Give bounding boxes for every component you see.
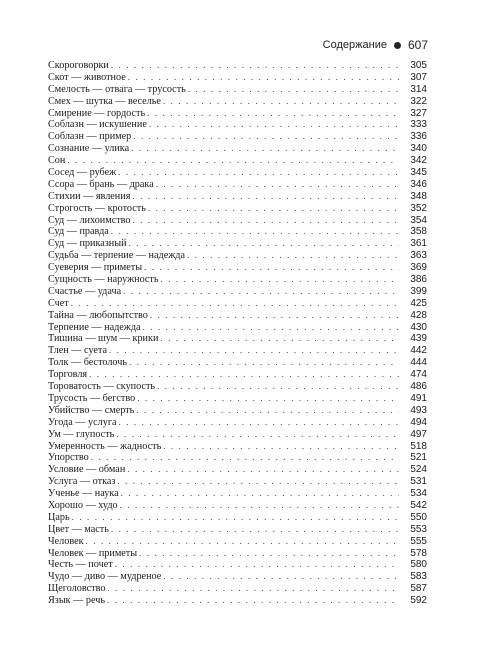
toc-entry-title: Смелость — отвага — трусость [48,83,186,95]
toc-entry-title: Сосед — рубеж [48,167,117,179]
toc-entry-page: 346 [410,178,427,190]
dot-leader [129,357,399,369]
toc-entry[interactable] [48,405,427,417]
toc-entry-page: 531 [410,476,427,488]
toc-entry-page: 358 [410,226,427,238]
toc-entry-title: Сон [48,155,66,167]
toc-entry[interactable] [48,238,427,250]
toc-entry[interactable] [48,441,427,453]
dot-leader [119,417,399,429]
toc-entry-page: 444 [410,357,427,369]
toc-entry[interactable] [48,393,427,405]
toc-entry[interactable] [48,119,427,131]
toc-entry[interactable] [48,72,427,84]
toc-entry-page: 497 [410,428,427,440]
dot-leader [72,512,399,524]
toc-entry[interactable] [48,595,427,607]
dot-leader [150,310,399,322]
toc-entry-title: Трусость — бегство [48,392,136,404]
toc-entry[interactable] [48,250,427,262]
toc-entry[interactable] [48,84,427,96]
toc-entry-page: 494 [410,416,427,428]
toc-entry-page: 305 [410,60,427,71]
toc-entry-title: Смех — шутка — веселье [48,95,161,107]
toc-entry-page: 555 [410,535,427,547]
bullet-dot-icon [394,42,401,49]
dot-leader [148,203,399,215]
toc-entry-title: Скот — животное [48,71,126,83]
dot-leader [107,583,399,595]
page-number: 607 [407,38,428,52]
toc-entry-title: Тишина — шум — крики [48,333,159,345]
dot-leader [163,441,399,453]
dot-leader [143,322,399,334]
toc-entry-title: Угода — услуга [48,416,117,428]
dot-leader [111,60,399,72]
toc-entry[interactable] [48,524,427,536]
toc-entry[interactable] [48,488,427,500]
toc-entry[interactable] [48,322,427,334]
dot-leader [86,536,399,548]
toc-entry-page: 486 [410,381,427,393]
toc-entry[interactable] [48,357,427,369]
toc-entry-title: Ссора — брань — драка [48,178,154,190]
toc-entry-title: Цвет — масть [48,523,109,535]
dot-leader [188,84,399,96]
toc-entry-title: Сущность — наружность [48,274,159,286]
dot-leader [89,369,399,381]
toc-entry[interactable] [48,417,427,429]
toc-entry-title: Условие — обман [48,464,126,476]
toc-entry[interactable] [48,452,427,464]
toc-entry-title: Тороватость — скупость [48,381,156,393]
dot-leader [144,262,399,274]
toc-entry-page: 493 [410,404,427,416]
toc-entry-page: 363 [410,250,427,262]
toc-entry[interactable] [48,143,427,155]
dot-leader [139,548,399,560]
toc-entry-page: 583 [410,571,427,583]
toc-entry-title: Строгость — кротость [48,202,146,214]
dot-leader [127,464,399,476]
toc-entry[interactable] [48,298,427,310]
dot-leader [137,393,399,405]
running-header [323,38,428,52]
toc-entry-page: 491 [410,392,427,404]
toc-entry[interactable] [48,429,427,441]
toc-entry[interactable] [48,345,427,357]
toc-entry-page: 369 [410,262,427,274]
toc-entry-title: Язык — речь [48,595,106,607]
toc-entry[interactable] [48,167,427,179]
toc-entry-title: Ученье — наука [48,488,119,500]
dot-leader [131,143,399,155]
toc-entry-title: Царь [48,511,70,523]
toc-entry-page: 361 [410,238,427,250]
toc-entry[interactable] [48,274,427,286]
dot-leader [111,226,399,238]
toc-entry[interactable] [48,226,427,238]
toc-entry-title: Честь — почет [48,559,113,571]
toc-entry-page: 314 [410,83,427,95]
toc-entry[interactable] [48,60,427,72]
dot-leader [67,155,399,167]
toc-entry-title: Соблазн — пример [48,131,132,143]
toc-entry-page: 587 [410,583,427,595]
toc-entry-page: 542 [410,499,427,511]
dot-leader [120,500,399,512]
toc-entry[interactable] [48,286,427,298]
toc-entry-page: 327 [410,107,427,119]
toc-entry[interactable] [48,262,427,274]
toc-entry-title: Счастье — удача [48,285,122,297]
toc-entry[interactable] [48,512,427,524]
toc-entry-title: Толк — бестолочь [48,357,128,369]
toc-entry[interactable] [48,191,427,203]
toc-entry-page: 524 [410,464,427,476]
toc-entry-page: 578 [410,547,427,559]
toc-entry-title: Суд — приказный [48,238,127,250]
dot-leader [161,274,399,286]
dot-leader [115,559,399,571]
toc-entry-title: Хорошо — худо [48,499,118,511]
dot-leader [121,488,399,500]
dot-leader [132,191,399,203]
dot-leader [109,345,399,357]
toc-entry[interactable] [48,583,427,595]
dot-leader [133,215,400,227]
toc-entry-page: 333 [410,119,427,131]
toc-entry-title: Соблазн — искушение [48,119,147,131]
toc-entry-page: 550 [410,511,427,523]
toc-entry-page: 442 [410,345,427,357]
toc-entry[interactable] [48,464,427,476]
toc-entry-page: 345 [410,167,427,179]
dot-leader [157,381,399,393]
toc-entry-title: Убийство — смерть [48,404,135,416]
dot-leader [163,571,399,583]
toc-entry-title: Человек — приметы [48,547,138,559]
toc-entry-page: 474 [410,369,427,381]
toc-entry-page: 592 [410,595,427,607]
toc-entry[interactable] [48,500,427,512]
toc-entry-title: Умеренность — жадность [48,440,162,452]
toc-entry-page: 430 [410,321,427,333]
dot-leader [116,429,399,441]
toc-entry[interactable] [48,476,427,488]
toc-entry-page: 439 [410,333,427,345]
toc-entry[interactable] [48,96,427,108]
toc-entry-title: Смирение — гордость [48,107,146,119]
toc-entry-page: 521 [410,452,427,464]
toc-entry-page: 518 [410,440,427,452]
toc-entry[interactable] [48,215,427,227]
toc-entry-title: Скороговорки [48,60,109,71]
toc-entry-page: 425 [410,297,427,309]
toc-entry-page: 428 [410,309,427,321]
toc-entry-title: Упорство [48,452,89,464]
toc-entry-page: 322 [410,95,427,107]
toc-entry-title: Ум — глупость [48,428,115,440]
toc-entry-title: Тлен — суета [48,345,108,357]
dot-leader [123,286,399,298]
toc-entry-title: Стихии — явления [48,190,131,202]
toc-entry-page: 553 [410,523,427,535]
toc-entry-page: 352 [410,202,427,214]
dot-leader [147,108,399,120]
toc-entry-title: Чудо — диво — мудреное [48,571,162,583]
dot-leader [91,452,399,464]
toc-entry-title: Суеверия — приметы [48,262,143,274]
toc-entry-title: Тайна — любопытство [48,309,148,321]
toc-entry[interactable] [48,381,427,393]
toc-entry-title: Торговля [48,369,88,381]
toc-entry[interactable] [48,548,427,560]
dot-leader [160,333,399,345]
dot-leader [117,476,399,488]
toc-entry[interactable] [48,155,427,167]
toc-entry-page: 340 [410,143,427,155]
toc-entry-title: Суд — лихоимство [48,214,131,226]
toc-entry-title: Щеголовство [48,583,106,595]
dot-leader [128,72,399,84]
dot-leader [129,238,399,250]
toc-entry-page: 534 [410,488,427,500]
toc-entry-title: Услуга — отказ [48,476,116,488]
toc-entry[interactable] [48,310,427,322]
toc-entry[interactable] [48,333,427,345]
toc-entry[interactable] [48,179,427,191]
toc-entry[interactable] [48,131,427,143]
toc-entry[interactable] [48,369,427,381]
toc-entry[interactable] [48,108,427,120]
toc-entry-page: 307 [410,71,427,83]
dot-leader [136,405,399,417]
toc-entry[interactable] [48,559,427,571]
toc-entry[interactable] [48,536,427,548]
dot-leader [187,250,399,262]
toc-entry-page: 386 [410,274,427,286]
toc-entry-title: Человек [48,535,84,547]
toc-entry-page: 354 [410,214,427,226]
dot-leader [107,595,399,607]
toc-entry-title: Суд — правда [48,226,109,238]
dot-leader [118,167,399,179]
toc-entry[interactable] [48,203,427,215]
toc-entry-title: Судьба — терпение — надежда [48,250,185,262]
toc-entry-page: 336 [410,131,427,143]
section-title: Содержание [322,39,387,51]
toc-entry-page: 399 [410,285,427,297]
dot-leader [163,96,399,108]
dot-leader [149,119,399,131]
dot-leader [71,298,399,310]
toc-entry[interactable] [48,571,427,583]
toc-entry-title: Сознание — улика [48,143,130,155]
dot-leader [133,131,399,143]
toc-entry-page: 580 [410,559,427,571]
toc-entry-page: 348 [410,190,427,202]
toc-entry-title: Счет [48,297,69,309]
dot-leader [111,524,399,536]
dot-leader [156,179,399,191]
toc-entry-page: 342 [410,155,427,167]
toc-entry-title: Терпение — надежда [48,321,141,333]
table-of-contents [48,60,427,607]
